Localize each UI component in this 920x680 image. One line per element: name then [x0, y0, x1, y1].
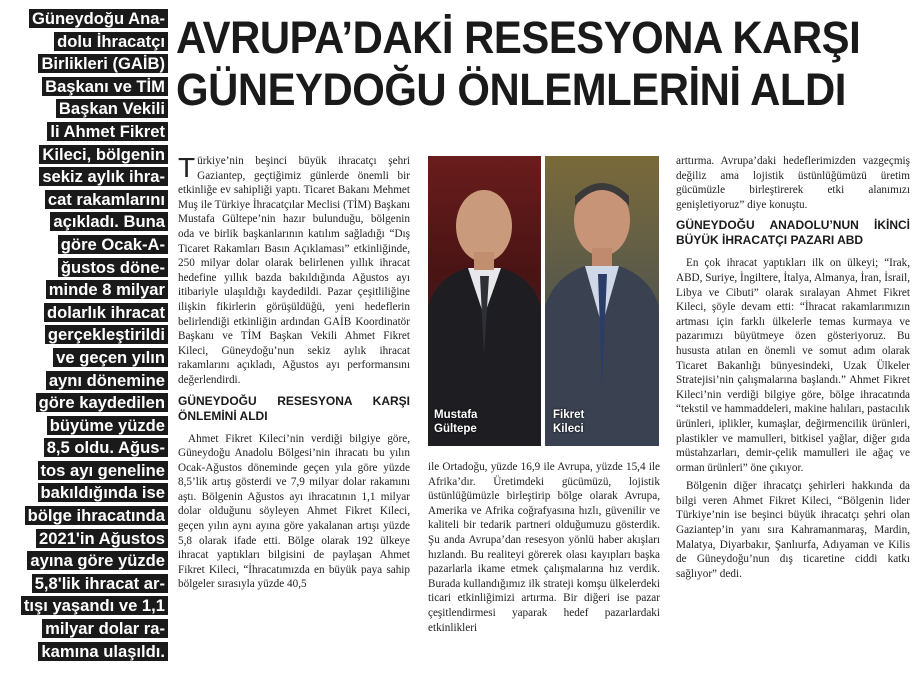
spot-line: minde 8 milyar — [8, 279, 168, 302]
spot-line: gerçekleştirildi — [8, 324, 168, 347]
photo-fikret-kileci — [545, 156, 659, 446]
spot-line: tos ayı geneline — [8, 460, 168, 483]
headline — [176, 12, 859, 116]
spot-line: milyar dolar ra- — [8, 618, 168, 641]
spot-line: Başkanı ve TİM — [8, 76, 168, 99]
spot-line: Güneydoğu Ana- — [8, 8, 168, 31]
spot-line: dolarlık ihracat — [8, 302, 168, 325]
spot-line: ğustos döne- — [8, 257, 168, 280]
paragraph: Bölgenin diğer ihracatçı şehirleri hakkında da bilgi veren Ahmet Fikret Kileci, “Bölgenin lider Türkiye’nin ise beşinci büyük ihracatçı şehri olan Gaziantep’in yanı sıra Kahramanmaraş, Mardin, Malatya, Diyarbakır, Şanlıurfa, Adıyaman ve Kilis de Güneydoğu’nun dış ticaretine ciddi katkı sağlıyor” dedi. — [676, 480, 910, 580]
spot-line: 2021'in Ağustos — [8, 528, 168, 551]
spot-line: 5,8'lik ihracat ar- — [8, 573, 168, 596]
photo-caption-kileci: Fikret Kileci — [553, 409, 585, 435]
paragraph: arttırma. Avrupa’daki hedeflerimizden vazgeçmiş değiliz ama lojistik üstünlüğümüzü üretim gücümüzle birleştirerek etki alanımızı genişletiyoruz” diye konuştu. — [676, 155, 910, 211]
spot-line: 8,5 oldu. Ağus- — [8, 437, 168, 460]
paragraph: Ahmet Fikret Kileci’nin verdiği bilgiye göre, Güneydoğu Anadolu Bölgesi’nin ihracatı bu yılın Ocak-Ağustos döneminde geçen yıla göre yüzde 8,5’lik artış gösterdi ve 7,9 milyar dolar rakamını aştı. Bölgenin Ağustos ayı ihracatının 1,1 milyar dolar olduğunu söyleyen Ahmet Fikret Kileci, geçen yılın aynı ayına göre yakalanan artışı yüzde 5,8 olarak ifade etti. Bölge olarak 192 ülkeye ihracat yaptıkları bilgisini de paylaşan Ahmet Fikret Kileci, “İhracatımızda en büyük paya sahip bölgeler sırasıyla yüzde 40,5 — [178, 432, 410, 591]
spot-line: ayına göre yüzde — [8, 550, 168, 573]
spot-line: bölge ihracatında — [8, 505, 168, 528]
spot-line: Birlikleri (GAİB) — [8, 53, 168, 76]
spot-line: aynı dönemine — [8, 370, 168, 393]
portrait-illustration — [545, 156, 659, 446]
subheading-1: GÜNEYDOĞU RESESYONA KARŞI ÖNLEMİNİ ALDI — [178, 393, 410, 423]
photo-caption-gultepe: Mustafa Gültepe — [434, 409, 478, 435]
spot-line: göre Ocak-A- — [8, 234, 168, 257]
spot-line: büyüme yüzde — [8, 415, 168, 438]
headline-line-1: AVRUPA’DAKİ RESESYONA KARŞI — [176, 12, 861, 63]
spot-line: göre kaydedilen — [8, 392, 168, 415]
spot-line: dolu İhracatçı — [8, 31, 168, 54]
article-column-3 — [676, 154, 910, 585]
intro-paragraph: Türkiye’nin beşinci büyük ihracatçı şehri Gaziantep, geçtiğimiz günlerde önemli bir etkinliğe ev sahipliği yaptı. Ticaret Bakanı Mehmet Muş ile Türkiye İhracatçılar Meclisi (TİM) Başkanı Mustafa Gültepe’nin hazır bulunduğu, bölgenin oda ve birlik başkanlarının katılım sağladığı “Dış Ticaret Rakamları Basın Açıklaması” etkinliğinde, 250 milyar dolar olarak belirlenen yıllık ihracat hedefine yıllık bazda bakıldığında Ağustos ayı itibariyle ulaşıldığı kaydedildi. Pazar çeşitliliğine ilişkin fikirlerin görüşüldüğü, yeni hedeflerin belirlendiği etkinliğin ardından GAİB Koordinatör Başkanı ve TİM Başkan Vekili Ahmet Fikret Kileci, Güneydoğu’nun sekiz aylık ihracat rakamlarını açıkladı, Ağustos ayı performansını değerlendirdi. — [178, 152, 410, 386]
spot-line: Başkan Vekili — [8, 98, 168, 121]
drop-cap: T — [178, 152, 196, 183]
spot-line: ve geçen yılın — [8, 347, 168, 370]
headline-line-2: GÜNEYDOĞU ÖNLEMLERİNİ ALDI — [176, 64, 846, 115]
spot-line: Kileci, bölgenin — [8, 144, 168, 167]
photo-mustafa-gultepe — [428, 156, 541, 446]
spot-line: cat rakamlarını — [8, 189, 168, 212]
subheading-2: GÜNEYDOĞU ANADOLU’NUN İKİNCİ BÜYÜK İHRACATÇI PAZARI ABD — [676, 218, 910, 248]
spot-line: li Ahmet Fikret — [8, 121, 168, 144]
portrait-illustration — [428, 156, 541, 446]
spot-line: açıkladı. Buna — [8, 211, 168, 234]
article-column-2 — [428, 460, 660, 639]
paragraph: ile Ortadoğu, yüzde 16,9 ile Avrupa, yüzde 15,4 ile Afrika’dır. Üretimdeki gücümüzü, lojistik üstünlüğümüzle birleştirip bölge olarak Avrupa, Amerika ve Afrika coğrafyasına hızlı, güvenilir ve kaliteli bir tedarik partneri olduğumuzu gösterdik. Şu anda Avrupa’dan resesyon yönlü haber akışları hızlandı. Bu realiteyi görerek olası kayıpları başka pazarlarla ikame etmek çalışmalarına hız verdik. Burada kullandığımız ilk strateji komşu ülkelerdeki ticari etkinliğimizi artırma. Bir diğeri ise pazar çeşitlendirmesi yaparak hedef pazarlardaki etkinlikleri — [428, 461, 660, 634]
spot-line: tışı yaşandı ve 1,1 — [8, 595, 168, 618]
spot-line: kamına ulaşıldı. — [8, 641, 168, 664]
spot-summary — [8, 8, 168, 663]
spot-line: bakıldığında ise — [8, 482, 168, 505]
spot-line: sekiz aylık ihra- — [8, 166, 168, 189]
article-column-1 — [178, 154, 410, 596]
paragraph: En çok ihracat yaptıkları ilk on ülkeyi; “Irak, ABD, Suriye, İngiltere, İtalya, Almanya, İran, İsrail, Libya ve Cibuti” olarak sıralayan Ahmet Fikret Kileci, şöyle devam etti: “İhracat rakamlarımızın artması için farklı ülkelerle temas kurmaya ve pazarımızı büyütmeye özen gösteriyoruz. Bu hususta atılan en önemli ve somut adım olarak Ticaret Bakanlığı bünyesindeki, Uzak Ülkeler Stratejisi’nin çalışmalarına başlandı.” Ahmet Fikret Kileci’nin verdiği bilgiye göre, bölge ihracatında “tekstil ve hammaddeleri, makine halıları, pastacılık ürünleri, iplikler, kumaşlar, değirmencilik ürünleri, plastikler ve mamulleri, bitkisel yağlar, diğer gıda müstahzarları, demir-çelik mamulleri ile ağaç ve orman ürünleri” öne çıkıyor. — [676, 257, 910, 474]
